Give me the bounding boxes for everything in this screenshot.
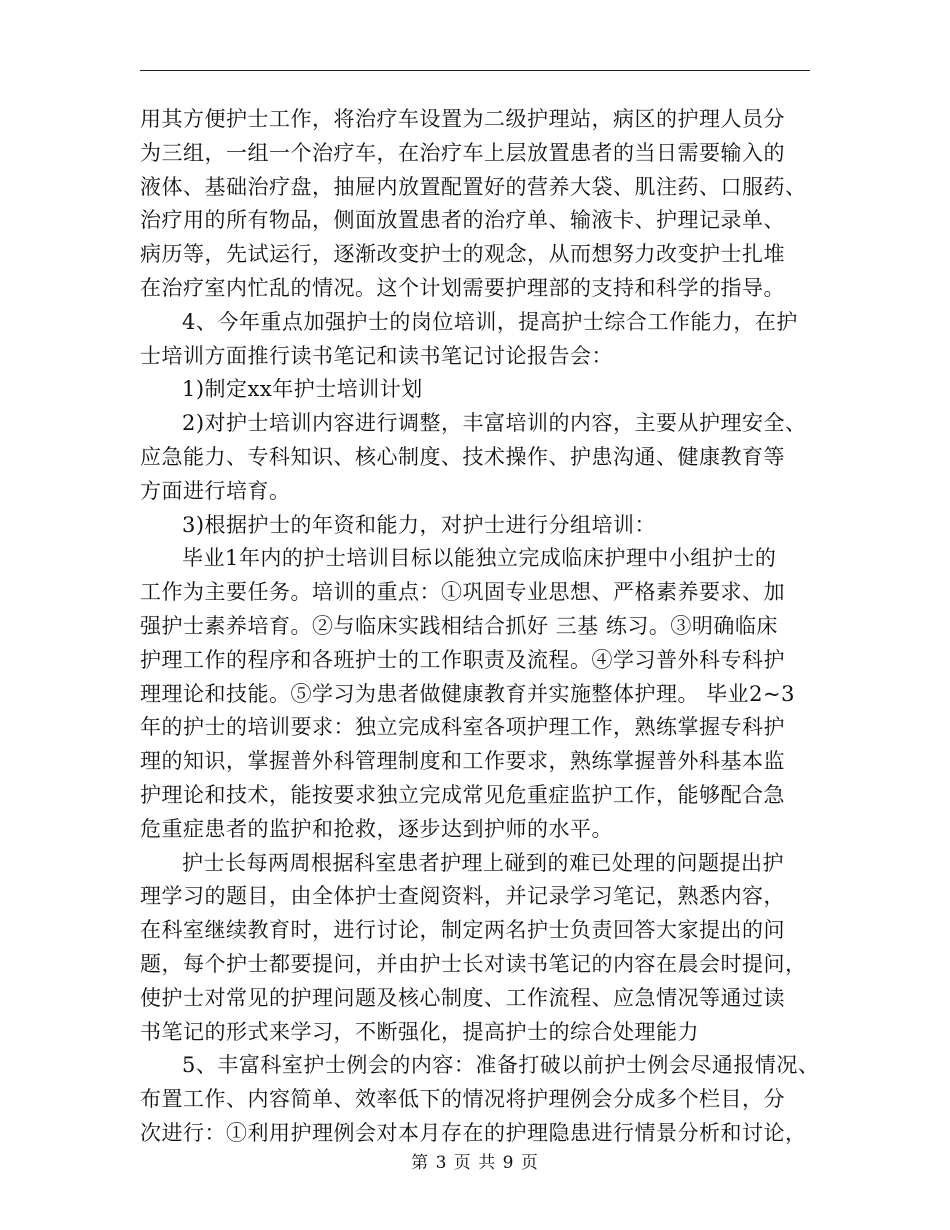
text-line: 病历等，先试运行，逐渐改变护士的观念，从而想努力改变护士扎堆 [140, 242, 785, 267]
text-line: 布置工作、内容简单、效率低下的情况将护理例会分成多个栏目，分 [140, 1087, 785, 1112]
text-line: 4、今年重点加强护士的岗位培训，提高护士综合工作能力，在护 [182, 309, 798, 334]
text-line: 题，每个护士都要提问，并由护士长对读书笔记的内容在晨会时提问， [140, 951, 807, 976]
text-line: 毕业1年内的护士培训目标以能独立完成临床护理中小组护士的 [182, 546, 777, 571]
document-body [140, 103, 830, 1151]
text-line: 使护士对常见的护理问题及核心制度、工作流程、应急情况等通过读 [140, 985, 785, 1010]
text-line: 理理论和技能。⑤学习为患者做健康教育并实施整体护理。 毕业2~3 [140, 681, 795, 706]
text-line: 年的护士的培训要求：独立完成科室各项护理工作，熟练掌握专科护 [140, 715, 785, 740]
text-line: 理学习的题目，由全体护士查阅资料，并记录学习笔记，熟悉内容， [140, 884, 785, 909]
text-line: 危重症患者的监护和抢救，逐步达到护师的水平。 [140, 816, 613, 841]
page-number-footer: 第 3 页 共 9 页 [411, 1153, 539, 1173]
text-line: 为三组，一组一个治疗车，在治疗车上层放置患者的当日需要输入的 [140, 140, 785, 165]
text-line: 在治疗室内忙乱的情况。这个计划需要护理部的支持和科学的指导。 [140, 275, 785, 300]
text-line: 护士长每两周根据科室患者护理上碰到的难已处理的问题提出护 [182, 850, 784, 875]
text-line: 应急能力、专科知识、核心制度、技术操作、护患沟通、健康教育等 [140, 444, 785, 469]
text-line: 理的知识，掌握普外科管理制度和工作要求，熟练掌握普外科基本监 [140, 749, 785, 774]
text-line: 5、丰富科室护士例会的内容：准备打破以前护士例会尽通报情况、 [182, 1053, 820, 1078]
text-line: 治疗用的所有物品，侧面放置患者的治疗单、输液卡、护理记录单、 [140, 208, 785, 233]
text-line: 方面进行培育。 [140, 478, 291, 503]
text-line: 强护士素养培育。②与临床实践相结合抓好 三基 练习。③明确临床 [140, 613, 778, 638]
text-line: 液体、基础治疗盘，抽屉内放置配置好的营养大袋、肌注药、口服药、 [140, 174, 807, 199]
text-line: 士培训方面推行读书笔记和读书笔记讨论报告会： [140, 343, 613, 368]
text-line: 护理论和技术，能按要求独立完成常见危重症监护工作，能够配合急 [140, 782, 785, 807]
text-line: 用其方便护士工作，将治疗车设置为二级护理站，病区的护理人员分 [140, 107, 785, 131]
header-rule [140, 70, 810, 71]
text-line: 次进行：①利用护理例会对本月存在的护理隐患进行情景分析和讨论， [140, 1120, 807, 1145]
text-line: 工作为主要任务。培训的重点：①巩固专业思想、严格素养要求、加 [140, 580, 785, 605]
text-line: 书笔记的形式来学习，不断强化，提高护士的综合处理能力 [140, 1019, 699, 1044]
text-line: 3)根据护士的年资和能力，对护士进行分组培训： [182, 512, 657, 537]
text-line: 护理工作的程序和各班护士的工作职责及流程。④学习普外科专科护 [140, 647, 785, 672]
text-line: 1)制定xx年护士培训计划 [182, 377, 423, 402]
text-line: 2)对护士培训内容进行调整，丰富培训的内容，主要从护理安全、 [182, 411, 807, 436]
text-line: 在科室继续教育时，进行讨论，制定两名护士负责回答大家提出的问 [140, 918, 785, 943]
